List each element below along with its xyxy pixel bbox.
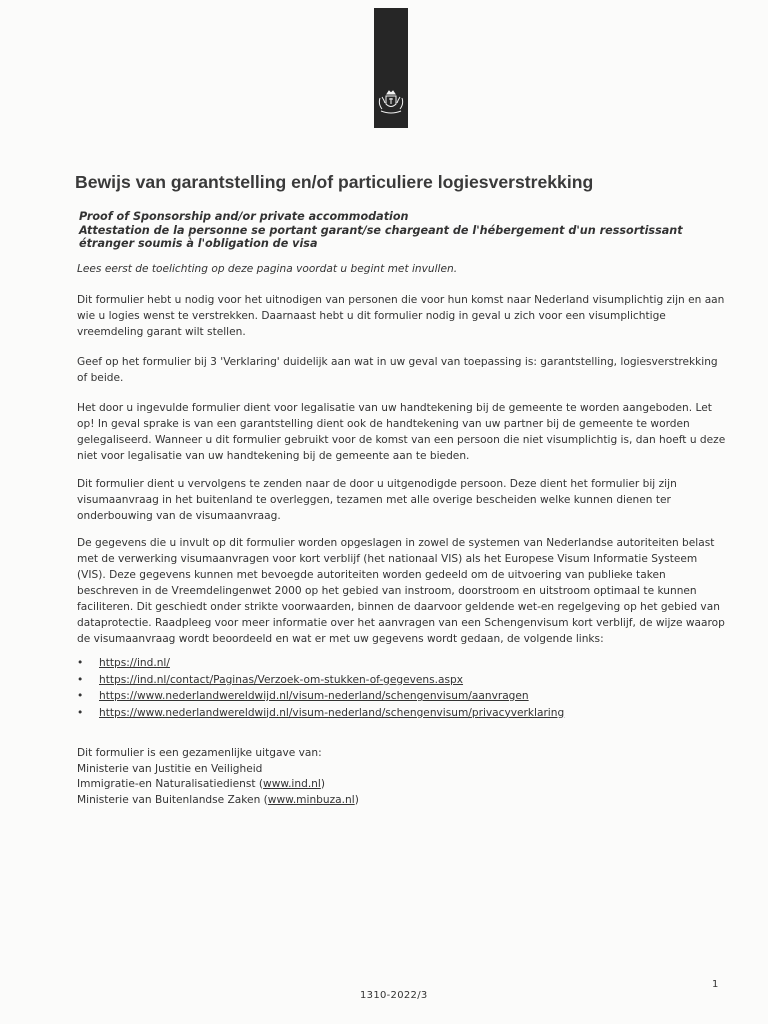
link-ind-website[interactable]: www.ind.nl [263,778,321,791]
issuer-ministry-justice: Ministerie van Justitie en Veiligheid [77,762,263,775]
paragraph-legalisation: Het door u ingevulde formulier dient voor legalisatie van uw handtekening bij de gemeente te worden aangeboden. Let op! In geval sprake is van een garantstelling dient ook de handtekening van uw partner bij de gemeente te worden gelegaliseerd. Wanneer u dit formulier gebruikt voor de komst van een persoon die niet visumplichtig is, dan hoeft u deze niet voor legalisatie van uw handtekening bij de gemeente aan te bieden. [77,402,726,462]
issuer-ind: Immigratie-en Naturalisatiedienst (www.ind.nl) [77,778,325,791]
list-item [77,705,727,722]
government-logo [374,8,408,128]
dutch-coat-of-arms-icon [377,90,405,116]
list-item [77,672,727,689]
subtitle-french-line-2: étranger soumis à l'obligation de visa [79,237,318,250]
link-minbuza-website[interactable]: www.minbuza.nl [267,793,355,806]
list-item [77,655,727,672]
paragraph-purpose: Dit formulier hebt u nodig voor het uitnodigen van personen die voor hun komst naar Nederland visumplichtig zijn en aan wie u logies wenst te verstrekken. Daarnaast hebt u dit formulier nodig in geval u zich voor een visumplichtige vreemdeling garant wilt stellen. [77,294,725,338]
issuers-block [77,746,359,808]
link-list [77,655,727,721]
link-ind-contact[interactable]: https://ind.nl/contact/Paginas/Verzoek-om-stukken-of-gegevens.aspx [99,673,464,686]
issuer-ministry-foreign-affairs: Ministerie van Buitenlandse Zaken (www.minbuza.nl) [77,793,359,806]
link-schengenvisum-privacy[interactable]: https://www.nederlandwereldwijd.nl/visum-nederland/schengenvisum/privacyverklaring [99,706,565,719]
issuers-intro: Dit formulier is een gezamenlijke uitgave van: [77,747,322,759]
subtitle-english: Proof of Sponsorship and/or private accommodation [79,210,409,223]
subtitle-french-line-1: Attestation de la personne se portant garant/se chargeant de l'hébergement d'un ressortissant [79,223,683,237]
subtitle-block [79,210,719,251]
paragraph-send-form: Dit formulier dient u vervolgens te zenden naar de door u uitgenodigde persoon. Deze dient het formulier bij zijn visumaanvraag in het buitenland te overleggen, tezamen met alle overige bescheiden welke kunnen dienen ter onderbouwing van de visumaanvraag. [77,478,677,522]
link-ind[interactable]: https://ind.nl/ [99,657,170,669]
page-title: Bewijs van garantstelling en/of particuliere logiesverstrekking [75,172,594,192]
paragraph-declaration: Geef op het formulier bij 3 'Verklaring' duidelijk aan wat in uw geval van toepassing is: garantstelling, logiesverstrekking of beide. [77,356,718,384]
page-number: 1 [712,979,719,990]
list-item [77,688,727,705]
document-code: 1310-2022/3 [360,990,428,1001]
paragraph-data-privacy: De gegevens die u invult op dit formulier worden opgeslagen in zowel de systemen van Nederlandse autoriteiten belast met de verwerking visumaanvragen voor kort verblijf (het nationaal VIS) als het Europese Visum Informatie Systeem (VIS). Deze gegevens kunnen met bevoegde autoriteiten worden gedeeld om de uitvoering van publieke taken beschreven in de Vreemdelingenwet 2000 op het gebied van instroom, doorstroom en uitstroom optimaal te kunnen faciliteren. Dit geschiedt onder strikte voorwaarden, binnen de daarvoor geldende wet-en regelgeving op het gebied van dataprotectie. Raadpleeg voor meer informatie over het aanvragen van een Schengenvisum kort verblijf, de wijze waarop de visumaanvraag wordt beoordeeld en wat er met uw gegevens wordt gedaan, de volgende links: [77,537,725,645]
intro-instruction: Lees eerst de toelichting op deze pagina voordat u begint met invullen. [77,263,458,275]
link-schengenvisum-aanvragen[interactable]: https://www.nederlandwereldwijd.nl/visum-nederland/schengenvisum/aanvragen [99,690,529,702]
